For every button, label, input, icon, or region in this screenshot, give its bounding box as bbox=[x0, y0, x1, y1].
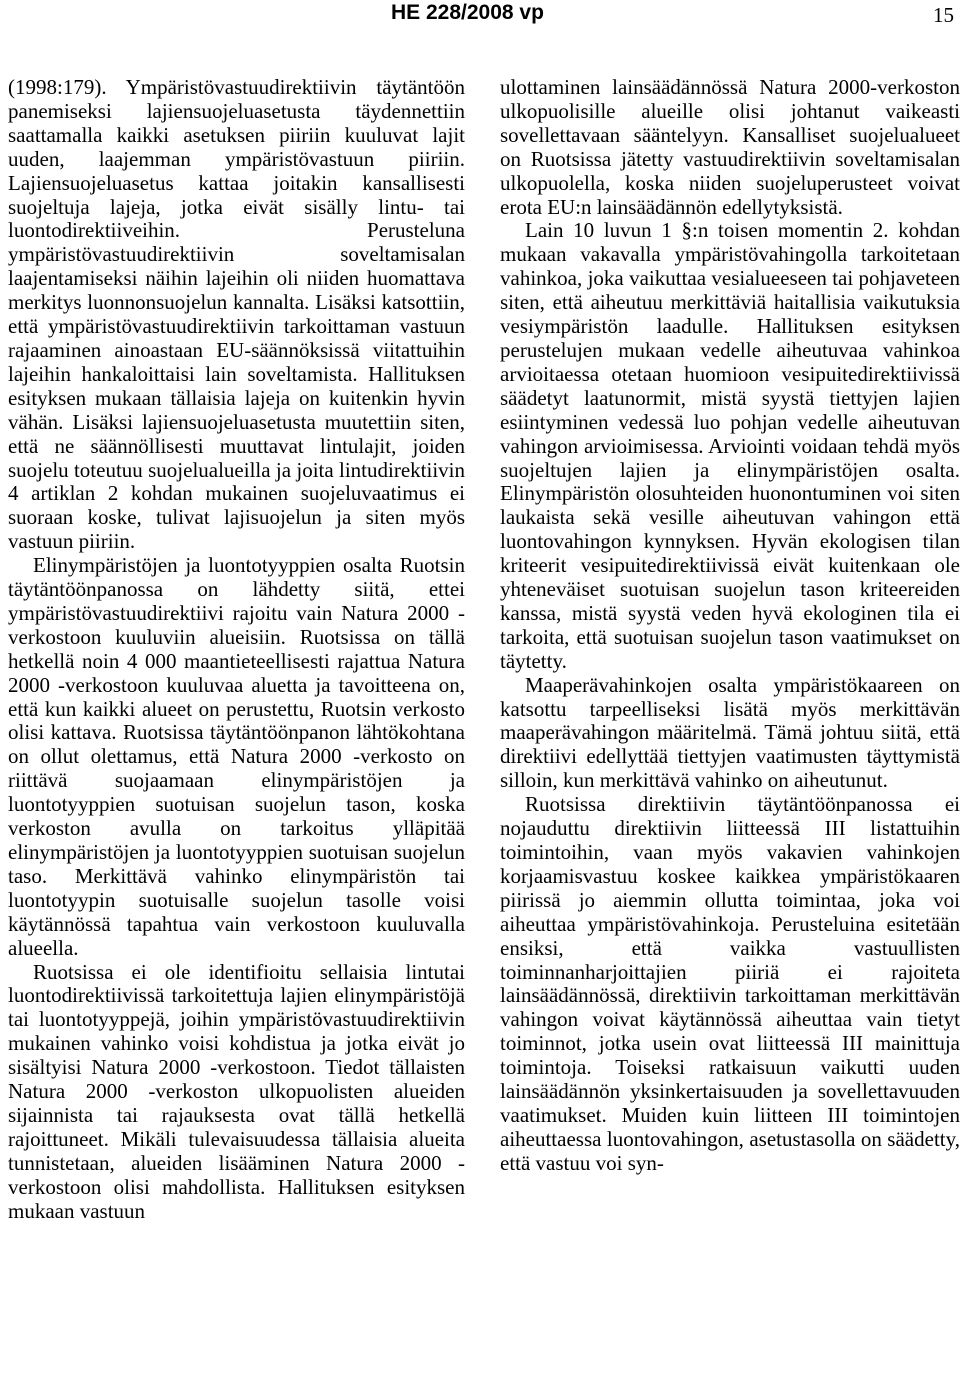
paragraph: Maaperävahinkojen osalta ympäristökaareen on katsottu tarpeelliseksi lisätä myös merkittävän maaperävahingon määritelmä. Tämä johtuu siitä, että direktiivi edellyttää tiettyjen vaatimusten täyttymistä silloin, kun merkittävä vahinko on aiheutunut. bbox=[500, 672, 960, 793]
paragraph: (1998:179). Ympäristövastuudirektiivin täytäntöön panemiseksi lajiensuojeluasetusta täydennettiin saattamalla kaikki asetuksen piiriin kuuluvat lajit uuden, laajemman ympäristövastuun piiriin. Lajiensuojeluasetus kattaa joitakin kansallisesti suojeltuja lajeja, jotka eivät sisälly lintu- tai luontodirektiiveihin. Perusteluna ympäristövastuudirektiivin soveltamisalan laajentamiseksi näihin lajeihin oli niiden huomattava merkitys luonnonsuojelun kannalta. Lisäksi katsottiin, että ympäristövastuudirektiivin tarkoittaman vastuun rajaaminen ainoastaan EU-säännöksissä viitattuihin lajeihin hankaloittaisi lain soveltamista. Hallituksen esityksen mukaan tällaisia lajeja on kuitenkin hyvin vähän. Lisäksi lajiensuojeluasetusta muutettiin siten, että ne säännöllisesti muuttavat lintulajit, joiden suojelu toteutuu suojelualueilla ja joita lintudirektiivin 4 artiklan 2 kohdan mukainen suojeluvaatimus ei suoraan koske, tulivat lajisuojelun ja siten myös vastuun piiriin. bbox=[8, 75, 465, 554]
left-column bbox=[8, 76, 465, 1224]
paragraph: ulottaminen lainsäädännössä Natura 2000-verkoston ulkopuolisille alueille olisi johtanut vaikeasti sovellettavaan sääntelyyn. Kansalliset suojelualueet on Ruotsissa jätetty vastuudirektiivin soveltamisalan ulkopuolella, koska niiden suojeluperusteet voivat erota EU:n lainsäädännön edellytyksistä. bbox=[500, 75, 960, 219]
paragraph: Lain 10 luvun 1 §:n toisen momentin 2. kohdan mukaan vakavalla ympäristövahingolla tarkoitetaan vahinkoa, joka vaikuttaa vesialueeseen tai pohjaveteen siten, että aiheutuu merkittäviä haitallisia vaikutuksia vesiympäristön laadulle. Hallituksen esityksen perustelujen mukaan vedelle aiheutuvaa vahinkoa arvioitaessa otetaan huomioon vesipuitedirektiivissä säädetyt laatunormit, mistä syystä tiettyjen lajien esiintyminen vedessä luo pohjan vedelle aiheutuvan vahingon arvioimisessa. Arviointi voidaan tehdä myös suojeltujen lajien ja elinympäristöjen osalta. Elinympäristön olosuhteiden huonontuminen voi siten laukaista sekä vesille aiheutuvan vahingon että luontovahingon kynnyksen. Hyvän ekologisen tilan kriteerit vesipuitedirektiivissä eivät kuitenkaan ole yhteneväiset suotuisan suojelun tason kriteereiden kanssa, mistä syystä veden hyvä ekologinen tila ei tarkoita, että suotuisan suojelun tason vaatimukset on täytetty. bbox=[500, 218, 960, 673]
paragraph: Elinympäristöjen ja luontotyyppien osalta Ruotsin täytäntöönpanossa on lähdetty siitä, ettei ympäristövastuudirektiivi rajoitu vain Natura 2000 -verkostoon kuuluviin alueisiin. Ruotsissa on tällä hetkellä noin 4 000 maantieteellisesti rajattua Natura 2000 -verkostoon kuuluvaa aluetta ja tavoitteena on, että kun kaikki alueet on perustettu, Ruotsin verkosto olisi kattava. Ruotsissa täytäntöönpanon lähtökohtana on ollut olettamus, että Natura 2000 -verkosto on riittävä suojaamaan elinympäristöjen ja luontotyyppien suotuisan suojelun tason, koska verkoston avulla on tarkoitus ylläpitää elinympäristöjen ja luontotyyppien suotuisan suojelun taso. Merkittävä vahinko elinympäristön tai luontotyypin suotuisalle suojelun tasolle voisi käytännössä tapahtua vain verkostoon kuuluvalla alueella. bbox=[8, 553, 465, 960]
page-header bbox=[0, 0, 960, 30]
page-number: 15 bbox=[933, 3, 954, 27]
paragraph: Ruotsissa ei ole identifioitu sellaisia lintutai luontodirektiivissä tarkoitettuja lajien elinympäristöjä tai luontotyyppejä, joihin ympäristövastuudirektiivin mukainen vahinko voisi kohdistua ja jotka eivät jo sisältyisi Natura 2000 -verkostoon. Tiedot tällaisten Natura 2000 -verkoston ulkopuolisten alueiden sijainnista tai rajauksesta ovat tällä hetkellä rajoittuneet. Mikäli tulevaisuudessa tällaisia alueita tunnistetaan, alueiden lisääminen Natura 2000 -verkostoon olisi mahdollista. Hallituksen esityksen mukaan vastuun bbox=[8, 959, 465, 1223]
right-column bbox=[500, 76, 960, 1176]
document-id: HE 228/2008 vp bbox=[391, 1, 544, 24]
paragraph: Ruotsissa direktiivin täytäntöönpanossa ei nojauduttu direktiivin liitteessä III listattuihin toimintoihin, vaan myös vakavien vahinkojen korjaamisvastuu koskee kaikkea ympäristökaaren piirissä jo aiemmin ollutta toimintaa, joka voi aiheuttaa ympäristövahinkoja. Perusteluina esitetään ensiksi, että vaikka vastuullisten toiminnanharjoittajien piiriä ei rajoiteta lainsäädännössä, direktiivin tarkoittaman merkittävän vahingon voivat käytännössä aiheuttaa vain tietyt toiminnot, jotka usein ovat liitteessä III mainittuja toimintoja. Toiseksi ratkaisuun vaikutti uuden lainsäädännön yksinkertaisuuden ja sovellettavuuden vaatimukset. Muiden kuin liitteen III toimintojen aiheuttaessa luontovahingon, asetustasolla on säädetty, että vastuu voi syn- bbox=[500, 792, 960, 1175]
